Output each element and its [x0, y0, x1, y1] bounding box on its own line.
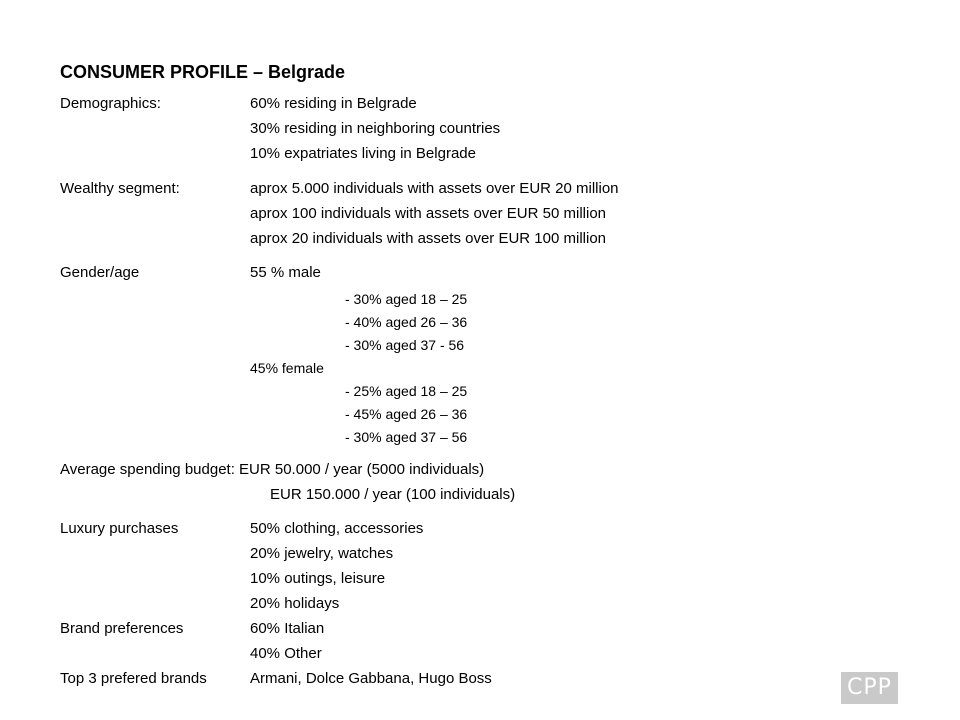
gender-male-age: - 30% aged 18 – 25: [345, 291, 468, 307]
luxury-item: 20% jewelry, watches: [250, 545, 394, 562]
spending-line-1: Average spending budget: EUR 50.000 / year (5000 individuals): [60, 461, 485, 478]
wealthy-item: aprox 20 individuals with assets over EUR 100 million: [250, 230, 607, 247]
gender-female: 45% female: [250, 360, 324, 376]
top-brands-value: Armani, Dolce Gabbana, Hugo Boss: [250, 670, 492, 687]
cpp-logo: CPP: [841, 672, 898, 704]
luxury-item: 50% clothing, accessories: [250, 520, 424, 537]
gender-male-age: - 30% aged 37 - 56: [345, 337, 465, 353]
gender-female-age: - 30% aged 37 – 56: [345, 429, 468, 445]
wealthy-label: Wealthy segment:: [60, 180, 180, 197]
brand-pref-item: 60% Italian: [250, 620, 325, 637]
brand-pref-label: Brand preferences: [60, 620, 184, 637]
brand-pref-item: 40% Other: [250, 645, 322, 662]
demographics-item: 60% residing in Belgrade: [250, 95, 417, 112]
luxury-item: 20% holidays: [250, 595, 340, 612]
gender-male: 55 % male: [250, 264, 321, 281]
luxury-label: Luxury purchases: [60, 520, 179, 537]
top-brands-label: Top 3 prefered brands: [60, 670, 207, 687]
gender-label: Gender/age: [60, 264, 140, 281]
gender-female-age: - 25% aged 18 – 25: [345, 383, 468, 399]
luxury-item: 10% outings, leisure: [250, 570, 386, 587]
demographics-item: 30% residing in neighboring countries: [250, 120, 501, 137]
demographics-item: 10% expatriates living in Belgrade: [250, 145, 476, 162]
gender-female-age: - 45% aged 26 – 36: [345, 406, 468, 422]
gender-male-age: - 40% aged 26 – 36: [345, 314, 468, 330]
wealthy-item: aprox 100 individuals with assets over EUR 50 million: [250, 205, 607, 222]
spending-line-2: EUR 150.000 / year (100 individuals): [270, 486, 516, 503]
demographics-label: Demographics:: [60, 95, 161, 112]
wealthy-item: aprox 5.000 individuals with assets over EUR 20 million: [250, 180, 619, 197]
page-title: CONSUMER PROFILE – Belgrade: [60, 62, 346, 82]
